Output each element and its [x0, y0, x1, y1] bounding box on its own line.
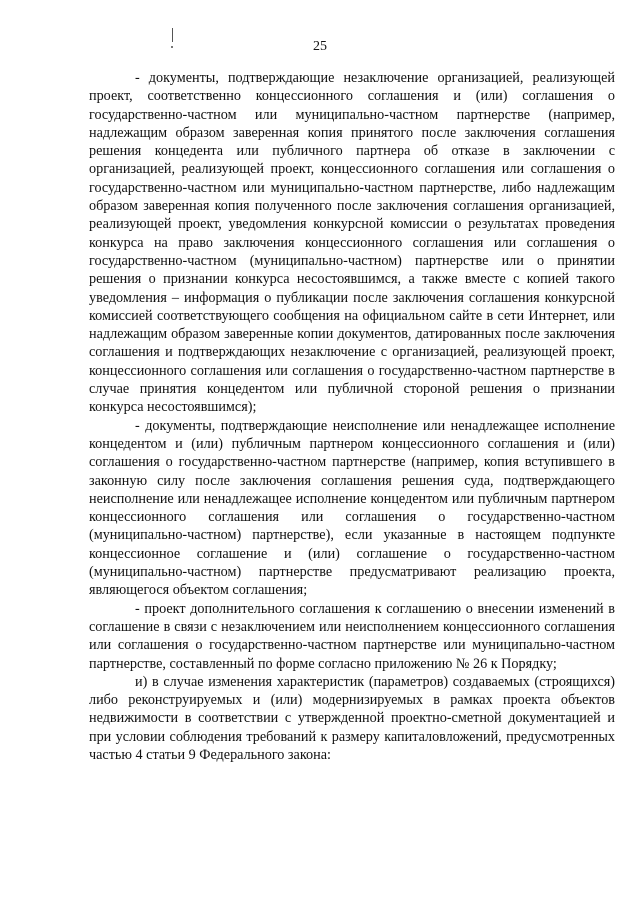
document-body	[89, 69, 615, 764]
paragraph-item-i: и) в случае изменения характеристик (параметров) создаваемых (строящихся) либо реконструируемых и (или) модернизируемых в рамках проекта объектов недвижимости в соответствии с утвержденной проектно-сметной документацией и при условии соблюдения требований к размеру капиталовложений, предусмотренных частью 4 статьи 9 Федерального закона:	[89, 673, 615, 763]
page-number: 25	[313, 39, 327, 54]
paragraph-documents-non-conclusion: - документы, подтверждающие незаключение организацией, реализующей проект, соответственно концессионного соглашения и (или) соглашения о государственно-частном или муниципально-частном партнерстве (например, надлежащим образом заверенная копия принятого после заключения соглашения решения концедента или публичного партнера об отказе в заключении с организацией, реализующей проект, концессионного соглашения или соглашения о государственно-частном или муниципально-частном партнерстве, либо надлежащим образом заверенная копия полученного после заключения соглашения организацией, реализующей проект, уведомления конкурсной комиссии о результатах проведения конкурса на право заключения концессионного соглашения или соглашения о государственно-частном (муниципально-частном) партнерстве или о принятии решения о признании конкурса несостоявшимся, а также вместе с копией такого уведомления – информация о публикации после заключения соглашения конкурсной комиссией соответствующего сообщения на официальном сайте в сети Интернет, или надлежащим образом заверенные копии документов, датированных после заключения соглашения и подтверждающих незаключение с организацией, реализующей проект, концессионного соглашения или соглашения о государственно-частном партнерстве в случае принятия концедентом или публичной стороной решения о признании конкурса несостоявшимся);	[89, 70, 615, 416]
paragraph-draft-supplementary-agreement: - проект дополнительного соглашения к соглашению о внесении изменений в соглашение в связи с незаключением или неисполнением концессионного соглашения или соглашения о государственно-частном партнерстве или муниципально-частном партнерстве, составленный по форме согласно приложению № 26 к Порядку;	[89, 600, 615, 672]
paragraph-documents-non-performance: - документы, подтверждающие неисполнение или ненадлежащее исполнение концедентом и (или) публичным партнером концессионного соглашения и (или) соглашения о государственно-частном партнерстве (например, копия вступившего в законную силу после заключения соглашения решения суда, подтверждающего неисполнение или ненадлежащее исполнение концедентом или публичным партнером концессионного соглашения или соглашения о государственно-частном (муниципально-частном) партнерстве), если указанные в настоящем подпункте концессионное соглашение и (или) соглашение о государственно-частном (муниципально-частном) партнерстве предусматривают реализацию проекта, являющегося объектом соглашения;	[89, 417, 615, 599]
